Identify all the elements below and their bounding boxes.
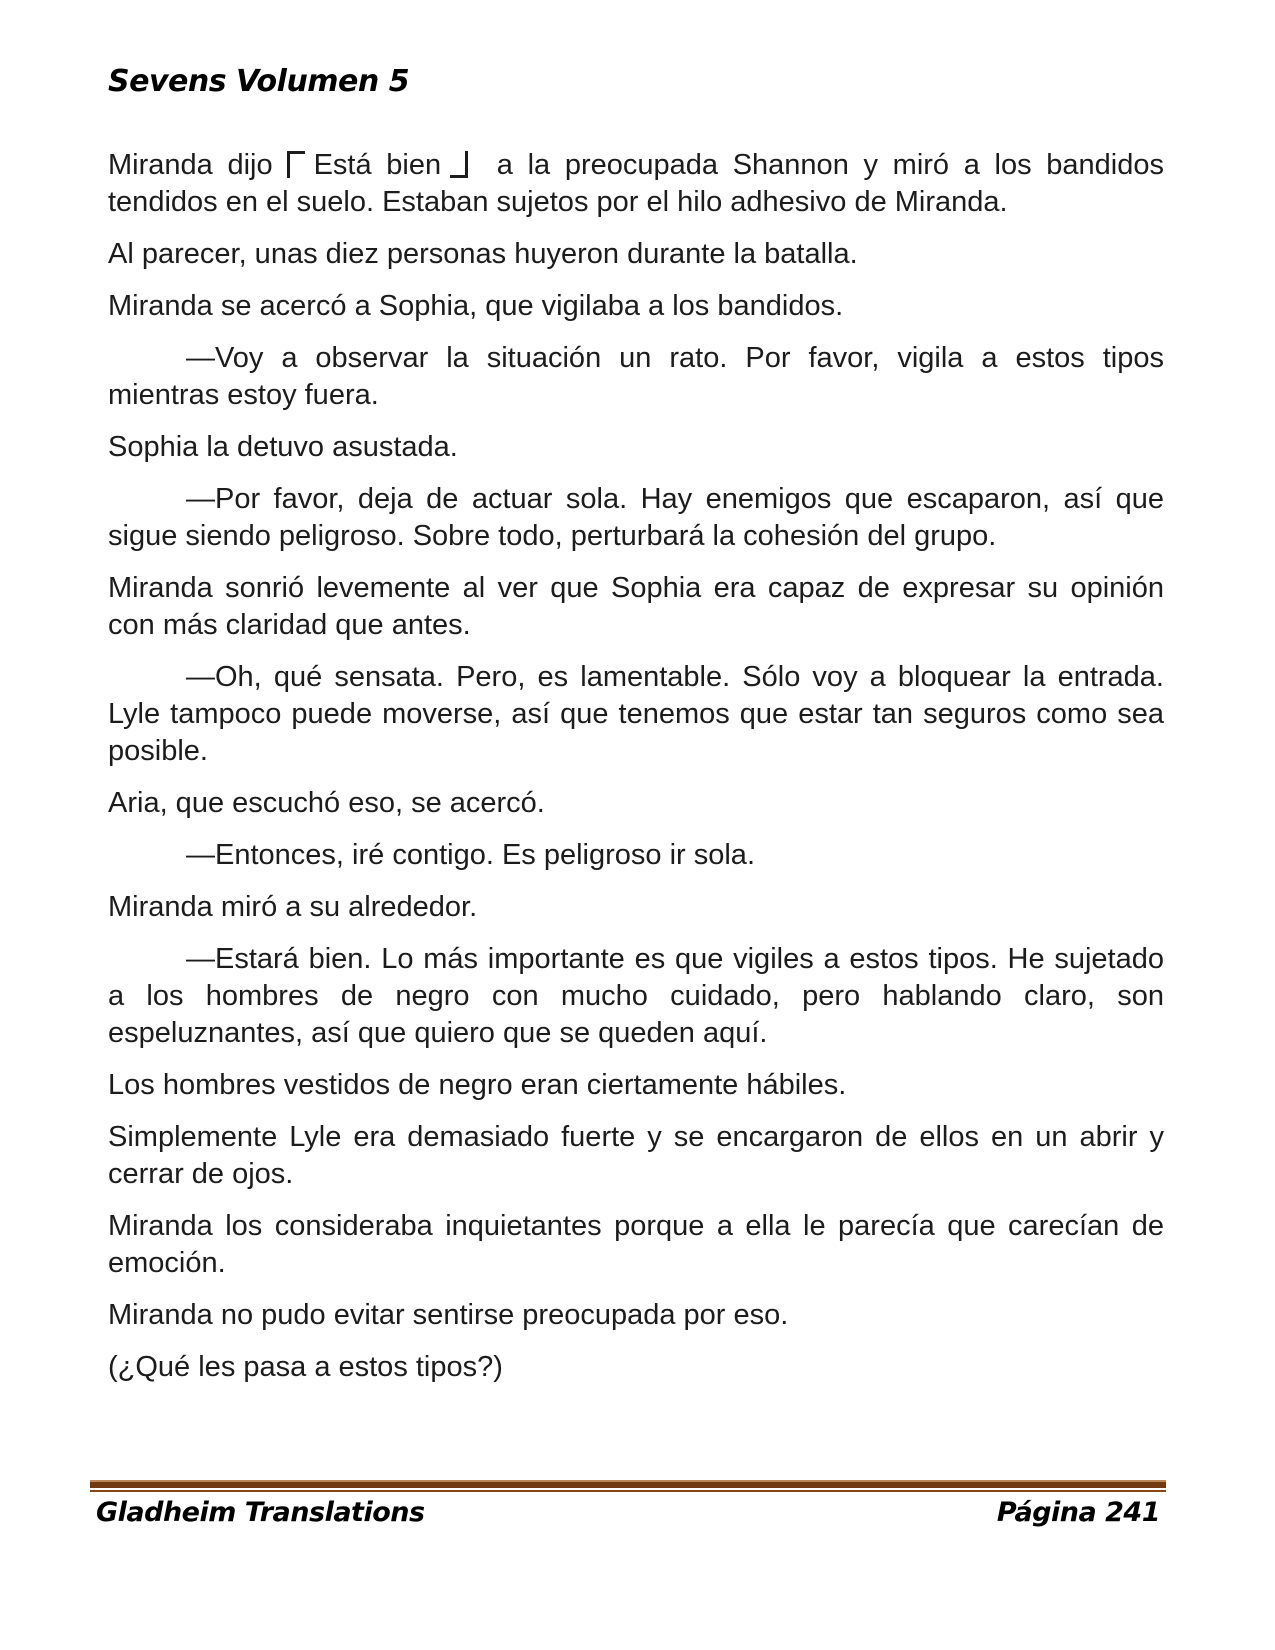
- paragraph: —Entonces, iré contigo. Es peligroso ir sola.: [186, 839, 755, 871]
- paragraph: Miranda sonrió levemente al ver que Sophia era capaz de expresar su opinión con más claridad que antes.: [108, 572, 1164, 641]
- paragraph: Aria, que escuchó eso, se acercó.: [108, 787, 545, 819]
- paragraph-text: Miranda dijo: [108, 149, 273, 181]
- paragraph: Miranda no pudo evitar sentirse preocupada por eso.: [108, 1299, 789, 1331]
- paragraph: Miranda los consideraba inquietantes porque a ella le parecía que carecían de emoción.: [108, 1210, 1164, 1279]
- paragraph-text: a la preocupada Shannon y miró a los bandidos tendidos en el suelo. Estaban sujetos por el hilo adhesivo de Miranda.: [108, 149, 1164, 218]
- paragraph: Al parecer, unas diez personas huyeron durante la batalla.: [108, 238, 858, 270]
- paragraph: Miranda se acercó a Sophia, que vigilaba a los bandidos.: [108, 290, 844, 322]
- footer-rule-thick: [90, 1480, 1166, 1488]
- paragraph: —Por favor, deja de actuar sola. Hay enemigos que escaparon, así que sigue siendo peligroso. Sobre todo, perturbará la cohesión del grupo.: [108, 483, 1164, 552]
- corner-bracket-close: [450, 151, 468, 178]
- footer-page-number: Página 241: [996, 1497, 1160, 1528]
- paragraph: —Oh, qué sensata. Pero, es lamentable. Sólo voy a bloquear la entrada. Lyle tampoco puede moverse, así que tenemos que estar tan seguros como sea posible.: [108, 661, 1164, 767]
- footer-rule-thin: [90, 1490, 1166, 1492]
- paragraph: Miranda miró a su alrededor.: [108, 891, 478, 923]
- paragraph: —Voy a observar la situación un rato. Por favor, vigila a estos tipos mientras estoy fuera.: [108, 342, 1164, 411]
- footer-translator-credit: Gladheim Translations: [96, 1497, 425, 1528]
- paragraph: [108, 147, 1164, 221]
- quoted-text: Está bien: [313, 149, 442, 181]
- paragraph: —Estará bien. Lo más importante es que vigiles a estos tipos. He sujetado a los hombres de negro con mucho cuidado, pero hablando claro, son espeluznantes, así que quiero que se queden aquí.: [108, 943, 1164, 1049]
- body-paragraphs: [108, 147, 1164, 1401]
- footer-row: [90, 1497, 1166, 1528]
- paragraph: Los hombres vestidos de negro eran ciertamente hábiles.: [108, 1069, 847, 1101]
- corner-bracket-open: [287, 151, 305, 178]
- page-footer: [90, 1480, 1166, 1528]
- paragraph: (¿Qué les pasa a estos tipos?): [108, 1351, 503, 1383]
- page-header-title: Sevens Volumen 5: [108, 64, 410, 99]
- paragraph: Sophia la detuvo asustada.: [108, 431, 458, 463]
- paragraph: Simplemente Lyle era demasiado fuerte y se encargaron de ellos en un abrir y cerrar de ojos.: [108, 1121, 1164, 1190]
